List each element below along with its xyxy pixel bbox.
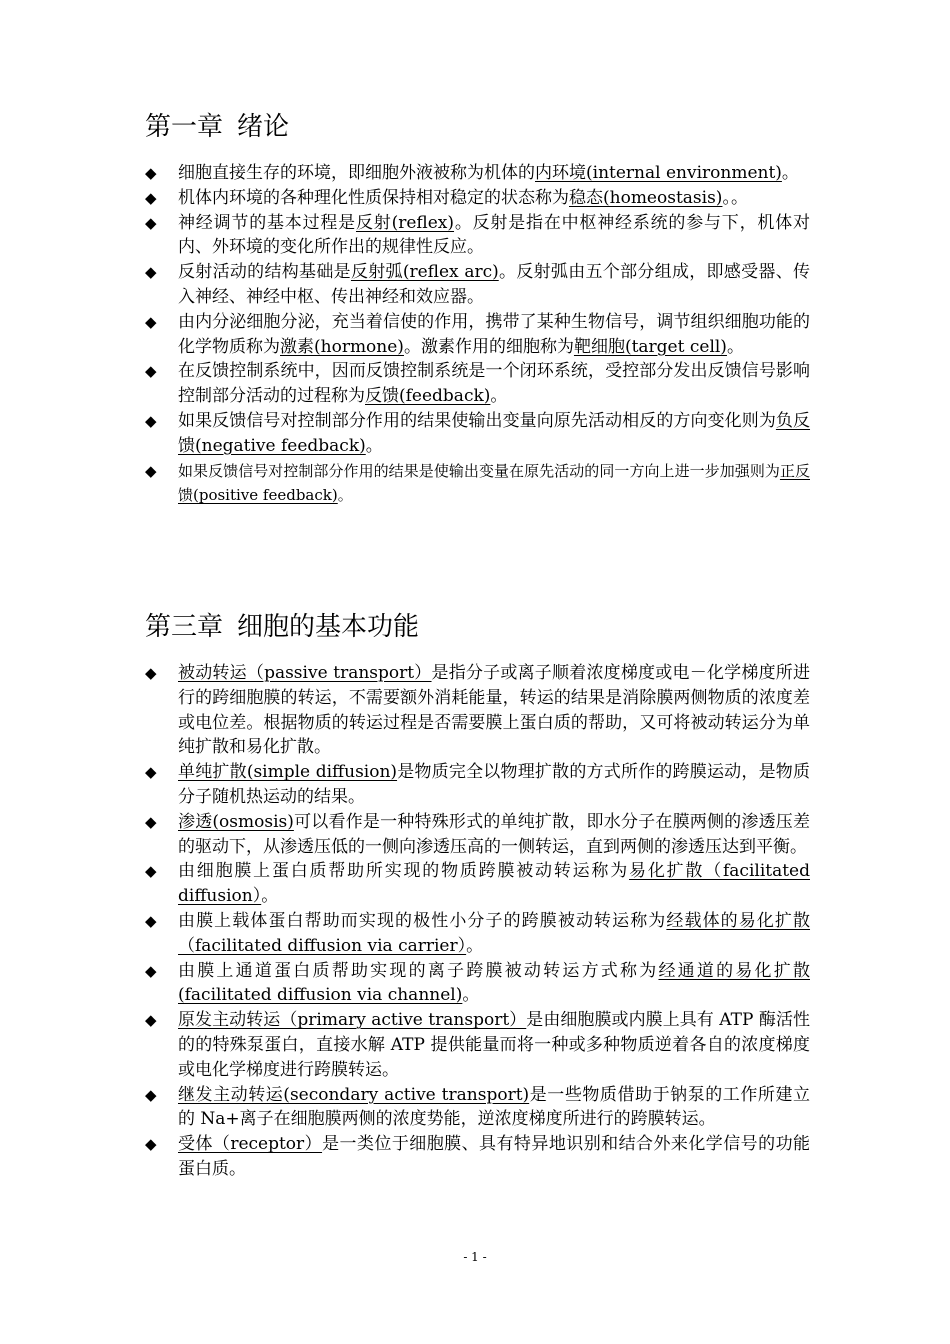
defined-term: 反射(reflex) — [355, 212, 455, 233]
list-item — [145, 260, 810, 310]
diamond-bullet-icon: ◆ — [145, 213, 157, 232]
chapter-3-list — [145, 661, 810, 1182]
item-text: 是一类位于细胞膜、具有特异地识别和结合外来化学信号的功能蛋白质。 — [178, 1134, 811, 1179]
chapter-3-title — [145, 610, 810, 644]
chapter-3-section — [145, 610, 810, 1182]
defined-term: 渗透(osmosis) — [178, 811, 294, 832]
item-text: 如果反馈信号对控制部分作用的结果是使输出变量在原先活动的同一方向上进一步加强则为 — [178, 461, 780, 480]
defined-term: 正反馈(positive feedback) — [178, 461, 810, 505]
diamond-bullet-icon: ◆ — [145, 862, 157, 881]
item-text: 可以看作是一种特殊形式的单纯扩散，即水分子在膜两侧的渗透压差的驱动下，从渗透压低的一侧向渗透压高的一侧转运，直到两侧的渗透压达到平衡。 — [178, 811, 810, 857]
diamond-bullet-icon: ◆ — [145, 461, 157, 480]
chapter-1-list — [145, 161, 810, 508]
item-text: 。反射是指在中枢神经系统的参与下，机体对内、外环境的变化所作出的规律性反应。 — [178, 212, 810, 258]
defined-term: 继发主动转运(secondary active transport) — [178, 1084, 530, 1105]
diamond-bullet-icon: ◆ — [145, 263, 157, 282]
defined-term: 经通道的易化扩散(facilitated diffusion via channel) — [178, 960, 810, 1006]
chapter-1-number: 第一章 — [145, 112, 224, 142]
defined-term: 经载体的易化扩散（facilitated diffusion via carrier） — [178, 910, 811, 956]
item-text: 。反射弧由五个部分组成，即感受器、传入神经、神经中枢、传出神经和效应器。 — [178, 262, 811, 307]
item-text: 由内分泌细胞分泌，充当着信使的作用，携带了某种生物信号，调节组织细胞功能的化学物质称为 — [178, 311, 810, 357]
page-number: - 1 - — [463, 1250, 487, 1264]
list-item — [145, 760, 810, 810]
diamond-bullet-icon: ◆ — [145, 1011, 157, 1030]
item-text: 。 — [466, 935, 484, 956]
diamond-bullet-icon: ◆ — [145, 164, 157, 182]
item-text: 细胞直接生存的环境，即细胞外液被称为机体的 — [178, 163, 535, 183]
item-text: 如果反馈信号对控制部分作用的结果使输出变量向原先活动相反的方向变化则为 — [178, 410, 776, 431]
defined-term: 反射弧(reflex arc) — [350, 262, 499, 283]
item-text: 在反馈控制系统中，因而反馈控制系统是一个闭环系统，受控部分发出反馈信号影响控制部分活动的过程称为 — [178, 361, 810, 407]
list-item — [145, 859, 810, 909]
diamond-bullet-icon: ◆ — [145, 763, 157, 782]
diamond-bullet-icon: ◆ — [145, 961, 157, 980]
defined-term: 反馈(feedback) — [365, 386, 491, 407]
diamond-bullet-icon: ◆ — [145, 312, 157, 331]
item-text: 。 — [337, 486, 353, 505]
item-text: 神经调节的基本过程是 — [178, 212, 356, 233]
item-text: 由膜上载体蛋白帮助而实现的极性小分子的跨膜被动转运称为 — [178, 910, 667, 931]
diamond-bullet-icon: ◆ — [145, 664, 157, 682]
item-text: 。 — [781, 163, 799, 183]
defined-term: 被动转运（passive transport） — [178, 663, 432, 683]
diamond-bullet-icon: ◆ — [145, 362, 157, 381]
chapter-1-section — [145, 110, 810, 508]
item-text: 是指分子或离子顺着浓度梯度或电－化学梯度所进行的跨细胞膜的转运，不需要额外消耗能量，转运的结果是消除膜两侧物质的浓度差或电位差。根据物质的转运过程是否需要膜上蛋白质的帮助，又可将被动转运分为单纯扩散和易化扩散。 — [178, 663, 811, 758]
list-item — [145, 959, 810, 1009]
list-item — [145, 1008, 810, 1082]
chapter-1-name: 绪论 — [237, 112, 290, 142]
diamond-bullet-icon: ◆ — [145, 812, 157, 831]
list-item — [145, 661, 810, 760]
item-text: 。 — [365, 435, 383, 456]
defined-term: 稳态(homeostasis) — [569, 187, 723, 208]
item-text: 反射活动的结构基础是 — [178, 262, 351, 283]
list-item — [145, 310, 810, 360]
item-text: 是由细胞膜或内膜上具有 ATP 酶活性的的特殊泵蛋白，直接水解 ATP 提供能量而将一种或多种物质逆着各自的浓度梯度或电化学梯度进行跨膜转运。 — [178, 1010, 810, 1080]
list-item — [145, 459, 810, 509]
item-text: 机体内环境的各种理化性质保持相对稳定的状态称为 — [178, 187, 569, 208]
item-text: 。激素作用的细胞称为 — [403, 336, 574, 357]
item-text: 由膜上通道蛋白质帮助实现的离子跨膜被动转运方式称为 — [178, 960, 659, 981]
defined-term: 负反馈(negative feedback) — [178, 410, 811, 456]
list-item — [145, 211, 810, 261]
chapter-3-number: 第三章 — [145, 612, 224, 642]
item-text: 是一些物质借助于钠泵的工作所建立的 Na+离子在细胞膜两侧的浓度势能，逆浓度梯度所进行的跨膜转运。 — [178, 1084, 811, 1130]
defined-term: 受体（receptor） — [178, 1134, 323, 1155]
item-text: 。 — [726, 336, 744, 357]
item-text: 是物质完全以物理扩散的方式所作的跨膜运动，是物质分子随机热运动的结果。 — [178, 762, 811, 807]
chapter-3-name: 细胞的基本功能 — [237, 612, 420, 642]
diamond-bullet-icon: ◆ — [145, 411, 157, 430]
diamond-bullet-icon: ◆ — [145, 911, 157, 930]
defined-term: 易化扩散（facilitated diffusion） — [178, 861, 810, 907]
defined-term: 原发主动转运（primary active transport） — [178, 1010, 527, 1031]
list-item — [145, 1083, 810, 1133]
diamond-bullet-icon: ◆ — [145, 1085, 157, 1104]
defined-term: 靶细胞(target cell) — [573, 336, 727, 357]
item-text: 。 — [261, 886, 279, 907]
diamond-bullet-icon: ◆ — [145, 1135, 157, 1154]
item-text: 。 — [490, 386, 508, 407]
item-text: 。 — [462, 985, 480, 1006]
defined-term: 内环境(internal environment) — [535, 163, 782, 183]
list-item — [145, 909, 810, 959]
list-item — [145, 810, 810, 860]
item-text: 由细胞膜上蛋白质帮助所实现的物质跨膜被动转运称为 — [178, 861, 630, 882]
defined-term: 激素(hormone) — [280, 336, 404, 357]
diamond-bullet-icon: ◆ — [145, 188, 157, 207]
list-item — [145, 409, 810, 459]
defined-term: 单纯扩散(simple diffusion) — [178, 762, 398, 783]
chapter-1-title — [145, 110, 810, 144]
list-item — [145, 161, 810, 186]
list-item — [145, 359, 810, 409]
list-item — [145, 1132, 810, 1182]
list-item — [145, 186, 810, 211]
item-text: 。。 — [722, 187, 748, 208]
